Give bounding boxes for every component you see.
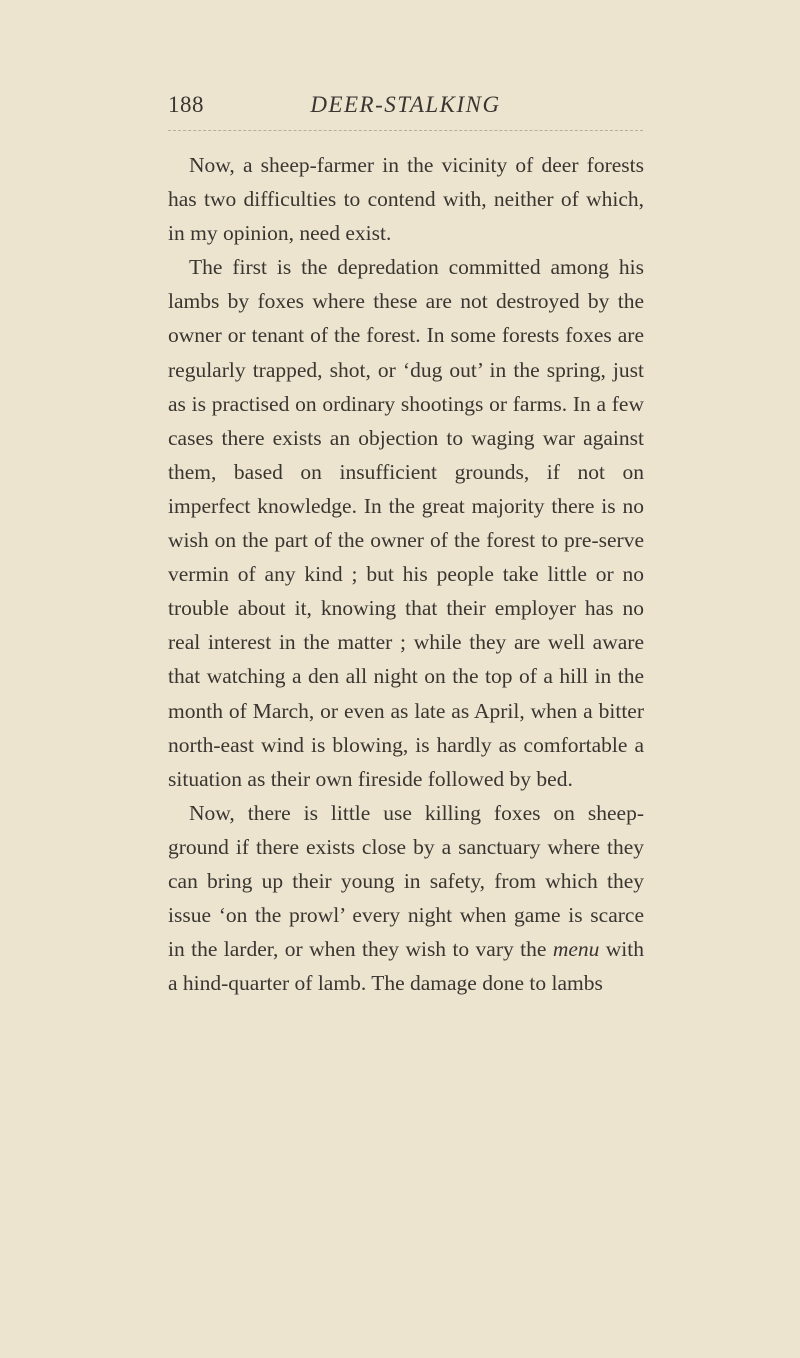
header-rule <box>168 130 643 131</box>
italic-word: menu <box>552 937 600 962</box>
page-number: 188 <box>168 92 204 117</box>
running-title: DEER-STALKING <box>310 92 501 117</box>
paragraph: Now, a sheep-farmer in the vicinity of deer forests has two difficulties to contend with, neither of which, in my opinion, need exist. <box>168 153 644 246</box>
body-text <box>168 148 644 1000</box>
paragraph-text: Now, there is little use killing foxes on sheep-ground if there exists close by a sanctuary where they can bring up their young in safety, from which they issue ‘on the prowl’ every night when game is scarce in the larder, or when they wish to vary the <box>168 800 644 962</box>
running-head <box>168 92 643 126</box>
paragraph: The first is the depredation committed among his lambs by foxes where these are not destroyed by the owner or tenant of the forest. In some forests foxes are regularly trapped, shot, or ‘dug out’ in the spring, just as is practised on ordinary shootings or farms. In a few cases there exists an objection to waging war against them, based on insufficient grounds, if not on imperfect knowledge. In the great majority there is no wish on the part of the owner of the forest to pre-serve vermin of any kind ; but his people take little or no trouble about it, knowing that their employer has no real interest in the matter ; while they are well aware that watching a den all night on the top of a hill in the month of March, or even as late as April, when a bitter north-east wind is blowing, is hardly as comfortable a situation as their own fireside followed by bed. <box>168 255 644 791</box>
paragraph <box>168 796 644 1001</box>
paragraph-text: with a hind-quarter of lamb. The damage done to lambs <box>168 937 645 996</box>
